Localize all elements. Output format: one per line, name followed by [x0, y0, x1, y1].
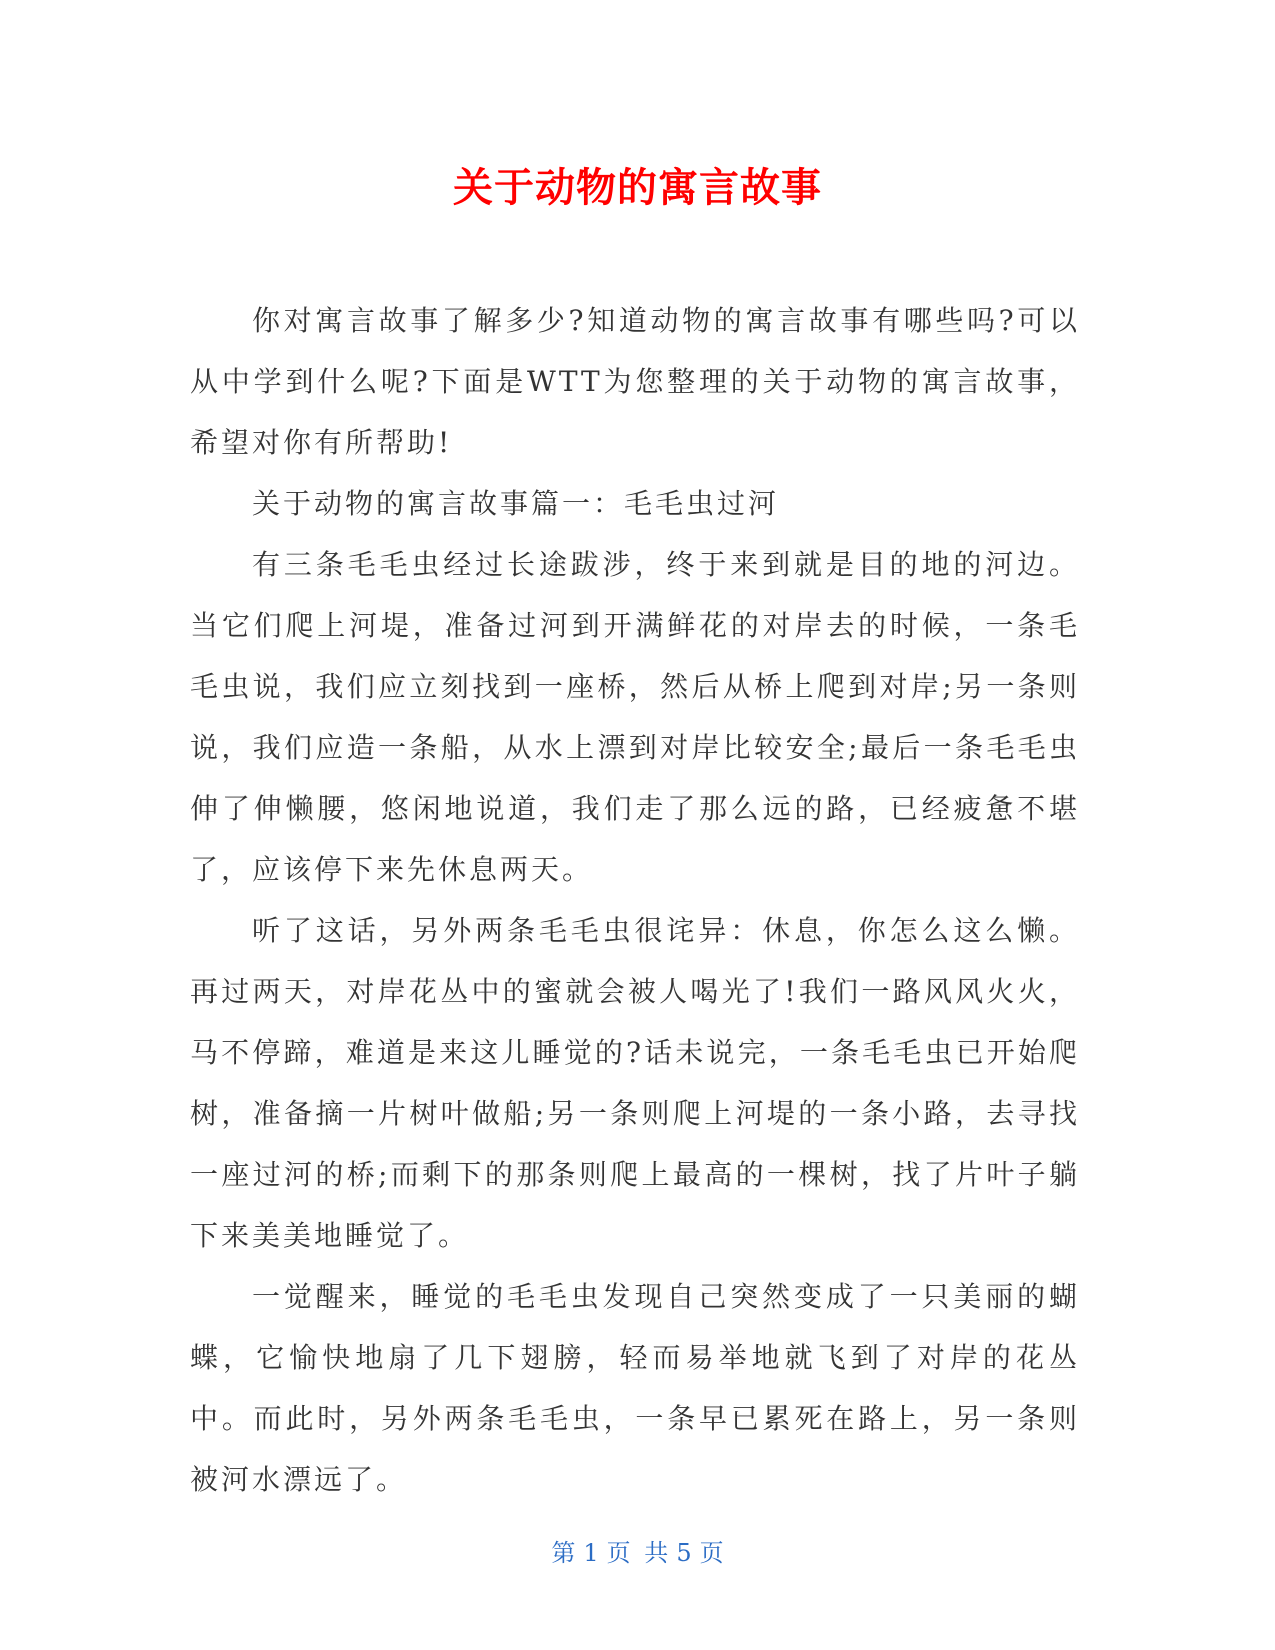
- footer-page-suffix: 页: [699, 1539, 724, 1567]
- footer-current-page: 1: [583, 1539, 599, 1567]
- section-heading: 关于动物的寓言故事篇一：毛毛虫过河: [252, 487, 780, 520]
- intro-paragraph: 你对寓言故事了解多少?知道动物的寓言故事有哪些吗?可以从中学到什么呢?下面是WTT为您整理的关于动物的寓言故事，希望对你有所帮助!: [190, 304, 1080, 459]
- story-paragraph: 听了这话，另外两条毛毛虫很诧异：休息，你怎么这么懒。再过两天，对岸花丛中的蜜就会被人喝光了!我们一路风风火火，马不停蹄，难道是来这儿睡觉的?话未说完，一条毛毛虫已开始爬树，准备摘一片树叶做船;另一条则爬上河堤的一条小路，去寻找一座过河的桥;而剩下的那条则爬上最高的一棵树，找了片叶子躺下来美美地睡觉了。: [190, 914, 1080, 1252]
- footer-total-pages: 5: [676, 1539, 692, 1567]
- document-title: 关于动物的寓言故事: [453, 165, 822, 211]
- footer-page-prefix: 第: [551, 1539, 576, 1567]
- story-paragraph: 有三条毛毛虫经过长途跋涉，终于来到就是目的地的河边。当它们爬上河堤，准备过河到开满鲜花的对岸去的时候，一条毛毛虫说，我们应立刻找到一座桥，然后从桥上爬到对岸;另一条则说，我们应造一条船，从水上漂到对岸比较安全;最后一条毛毛虫伸了伸懒腰，悠闲地说道，我们走了那么远的路，已经疲惫不堪了，应该停下来先休息两天。: [190, 548, 1080, 886]
- document-body: [190, 290, 1080, 1510]
- footer-page-mid: 页 共: [606, 1539, 669, 1567]
- story-paragraph: 一觉醒来，睡觉的毛毛虫发现自己突然变成了一只美丽的蝴蝶，它愉快地扇了几下翅膀，轻而易举地就飞到了对岸的花丛中。而此时，另外两条毛毛虫，一条早已累死在路上，另一条则被河水漂远了。: [190, 1280, 1080, 1496]
- page-footer: [0, 1538, 1275, 1568]
